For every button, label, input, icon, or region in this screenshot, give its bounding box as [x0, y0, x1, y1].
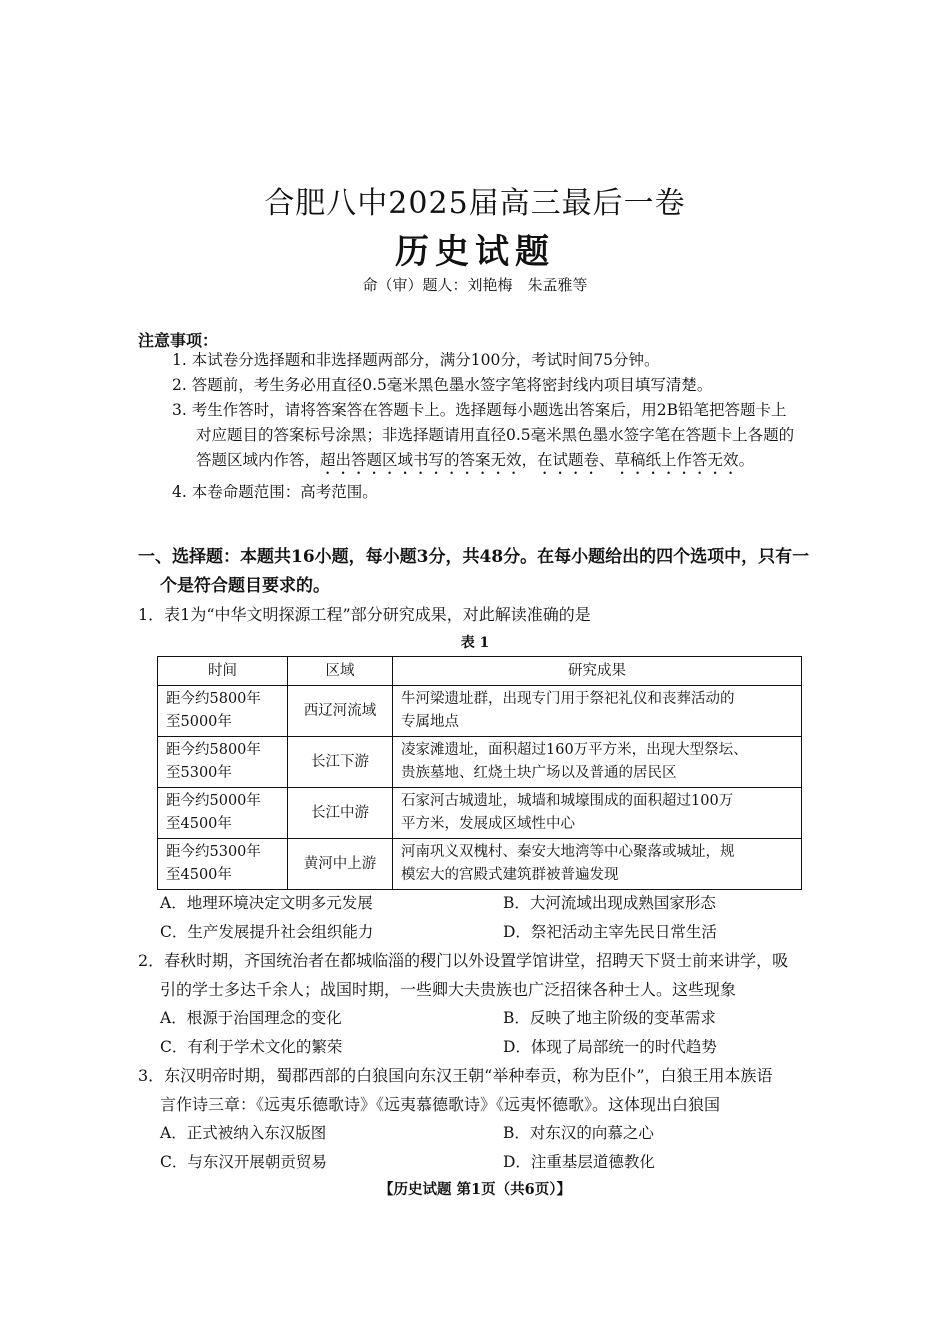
result-line1: 石家河古城遗址，城墙和城壕围成的面积超过100万	[401, 793, 734, 809]
q3-option-a: A．正式被纳入东汉版图	[160, 1124, 327, 1142]
result-line2: 贵族墓地、红烧土块广场以及普通的居民区	[401, 765, 677, 781]
q2-option-a: A．根源于治国理念的变化	[160, 1009, 342, 1027]
notice-item-3: 3. 考生作答时，请将答案答在答题卡上。选择题每小题选出答案后，用2B铅笔把答题卡上	[172, 401, 787, 419]
time-line2: 至4500年	[166, 816, 232, 832]
question-1-stem: 1．表1为“中华文明探源工程”部分研究成果，对此解读准确的是	[138, 605, 591, 624]
notice-item-1: 1. 本试卷分选择题和非选择题两部分，满分100分，考试时间75分钟。	[172, 351, 660, 369]
header-region: 区域	[288, 657, 393, 686]
notice-item-3-line3	[196, 448, 826, 478]
time-line1: 距今约5800年	[166, 691, 261, 707]
result-line2: 平方米，发展成区域性中心	[401, 816, 575, 832]
q3-option-b: B．对东汉的向慕之心	[503, 1124, 654, 1142]
table-header-row	[158, 657, 802, 686]
cell-time	[158, 788, 288, 839]
notice-item-2: 2. 答题前，考生务必用直径0.5毫米黑色墨水签字笔将密封线内项目填写清楚。	[172, 376, 713, 394]
section-heading-line1: 一、选择题：本题共16小题，每小题3分，共48分。在每小题给出的四个选项中，只有一	[138, 547, 810, 567]
subject-title: 历史试题	[395, 232, 555, 272]
result-line1: 凌家滩遗址，面积超过160万平方米，出现大型祭坛、	[401, 742, 748, 758]
cell-time	[158, 839, 288, 890]
table-caption: 表 1	[460, 635, 490, 651]
result-line2: 专属地点	[401, 714, 459, 730]
result-line1: 河南巩义双槐村、秦安大地湾等中心聚落或城址，规	[401, 844, 735, 860]
authors-line: 命（审）题人：刘艳梅 朱孟雅等	[362, 276, 588, 294]
table-row	[158, 839, 802, 890]
q1-option-a: A．地理环境决定文明多元发展	[160, 894, 373, 912]
time-line2: 至4500年	[166, 867, 232, 883]
exam-title: 合肥八中2025届高三最后一卷	[264, 186, 686, 221]
time-line2: 至5000年	[166, 714, 232, 730]
emphasis-text-1: 超出答题区域书写的答案无效	[320, 451, 522, 469]
q1-option-b: B．大河流域出现成熟国家形态	[503, 894, 716, 912]
cell-region: 长江中游	[288, 788, 393, 839]
question-3-line1: 3．东汉明帝时期，蜀郡西部的白狼国向东汉王朝“举种奉贡，称为臣仆”，白狼王用本族语	[138, 1066, 773, 1085]
q1-option-d: D．祭祀活动主宰先民日常生活	[503, 923, 717, 941]
result-line1: 牛河梁遗址群，出现专门用于祭祀礼仪和丧葬活动的	[401, 691, 735, 707]
cell-result	[393, 686, 802, 737]
research-table	[157, 656, 802, 890]
q2-option-c: C．有利于学术文化的繁荣	[160, 1038, 343, 1056]
section-heading-line2: 个是符合题目要求的。	[160, 576, 330, 596]
question-2-line1: 2．春秋时期，齐国统治者在都城临淄的稷门以外设置学馆讲堂，招聘天下贤士前来讲学，吸	[138, 951, 789, 970]
cell-result	[393, 839, 802, 890]
cell-result	[393, 737, 802, 788]
q2-option-b: B．反映了地主阶级的变革需求	[503, 1009, 716, 1027]
emphasis-text-2: 在试题卷、草稿纸上作答无效	[537, 451, 739, 469]
result-line2: 模宏大的宫殿式建筑群被普遍发现	[401, 867, 619, 883]
header-result: 研究成果	[393, 657, 802, 686]
q3-option-c: C．与东汉开展朝贡贸易	[160, 1153, 327, 1171]
time-line1: 距今约5300年	[166, 844, 261, 860]
separator: ，	[521, 451, 538, 469]
notice-heading: 注意事项：	[138, 331, 219, 350]
table-row	[158, 788, 802, 839]
q2-option-d: D．体现了局部统一的时代趋势	[503, 1038, 717, 1056]
table-row	[158, 686, 802, 737]
notice-item-3-line2: 对应题目的答案标号涂黑；非选择题请用直径0.5毫米黑色墨水签字笔在答题卡上各题的	[196, 426, 795, 444]
cell-time	[158, 686, 288, 737]
header-time: 时间	[158, 657, 288, 686]
page-footer: 【历史试题 第1页（共6页）】	[379, 1181, 571, 1198]
cell-time	[158, 737, 288, 788]
cell-region: 长江下游	[288, 737, 393, 788]
q1-option-c: C．生产发展提升社会组织能力	[160, 923, 374, 941]
cell-region: 西辽河流域	[288, 686, 393, 737]
time-line2: 至5300年	[166, 765, 232, 781]
question-3-line2: 言作诗三章：《远夷乐德歌诗》《远夷慕德歌诗》《远夷怀德歌》。这体现出白狼国	[160, 1095, 721, 1114]
period: 。	[738, 451, 755, 469]
notice-plain-text: 答题区域内作答，	[196, 451, 321, 469]
cell-region: 黄河中上游	[288, 839, 393, 890]
time-line1: 距今约5800年	[166, 742, 261, 758]
q3-option-d: D．注重基层道德教化	[503, 1153, 655, 1171]
cell-result	[393, 788, 802, 839]
time-line1: 距今约5000年	[166, 793, 261, 809]
notice-item-4: 4. 本卷命题范围：高考范围。	[172, 483, 378, 501]
question-2-line2: 引的学士多达千余人；战国时期，一些卿大夫贵族也广泛招徕各种士人。这些现象	[160, 980, 737, 999]
table-row	[158, 737, 802, 788]
